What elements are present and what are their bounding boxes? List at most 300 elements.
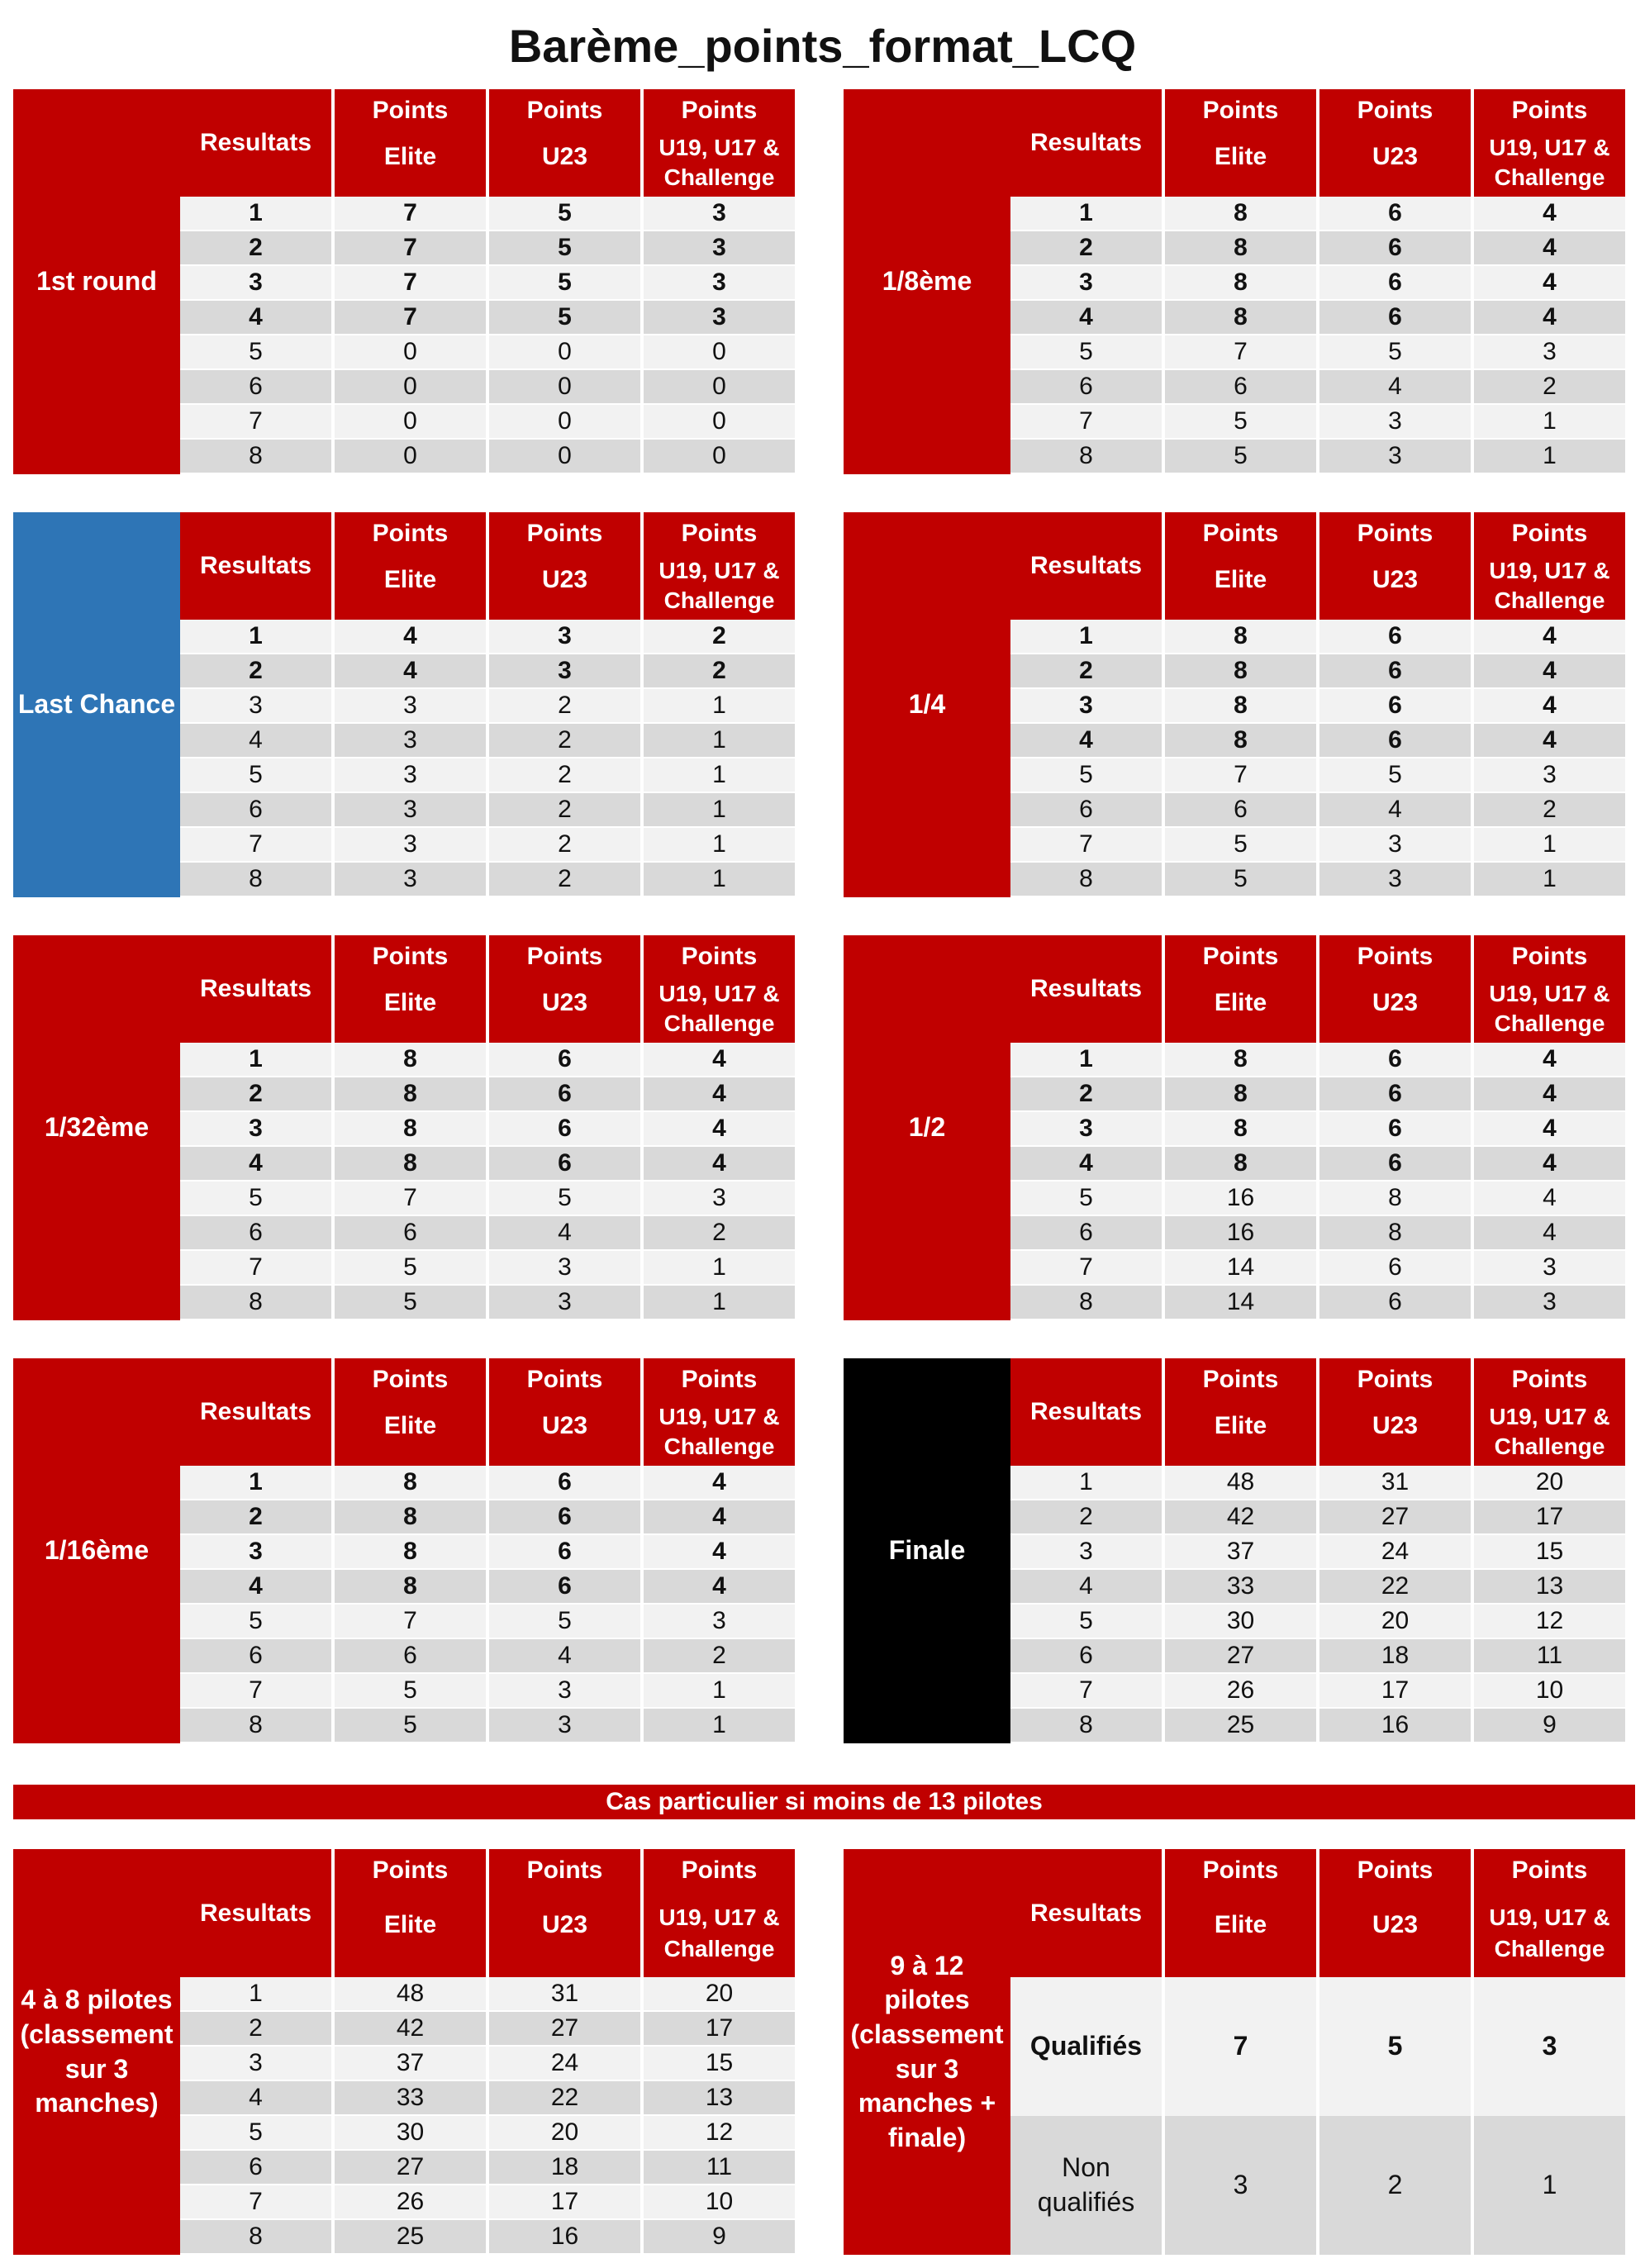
header-category-label: Challenge <box>1494 1434 1605 1459</box>
points-cell: 1 <box>644 1674 795 1707</box>
header-points-elite <box>335 512 486 620</box>
points-cell: 8 <box>1319 1216 1471 1249</box>
points-cell: 3 <box>335 828 486 861</box>
header-category-label: U19, U17 & <box>658 558 780 583</box>
result-cell: 2 <box>180 1500 331 1533</box>
header-points-label: Points <box>681 97 758 124</box>
header-points-u19 <box>644 935 795 1043</box>
points-cell: 6 <box>489 1500 640 1533</box>
points-cell: 3 <box>644 1605 795 1638</box>
header-category-label: Challenge <box>663 164 775 190</box>
header-category-label: U23 <box>1372 1412 1419 1439</box>
points-cell: 4 <box>1319 370 1471 403</box>
points-cell: 8 <box>1165 689 1316 722</box>
header-category-label: Challenge <box>1494 164 1605 190</box>
points-cell: 16 <box>1165 1182 1316 1215</box>
header-category-label: U19, U17 & <box>1489 558 1610 583</box>
points-cell: 5 <box>335 1286 486 1319</box>
points-cell: 48 <box>335 1977 486 2010</box>
points-cell: 2 <box>489 793 640 826</box>
points-cell: 8 <box>335 1112 486 1145</box>
header-resultats: Resultats <box>1010 1849 1162 1977</box>
points-cell: 6 <box>1319 301 1471 334</box>
points-cell: 33 <box>335 2081 486 2114</box>
header-category-label: Elite <box>383 1412 437 1439</box>
header-category-label: U19, U17 & <box>1489 981 1610 1006</box>
points-cell: 6 <box>1319 1077 1471 1110</box>
result-cell: 4 <box>1010 724 1162 757</box>
special-label-4-8: 4 à 8 pilotes (classement sur 3 manches) <box>13 1849 180 2255</box>
header-points-u19 <box>1474 935 1625 1043</box>
points-cell: 6 <box>1319 1251 1471 1284</box>
points-cell: 16 <box>1165 1216 1316 1249</box>
points-cell: 7 <box>335 301 486 334</box>
points-cell: 4 <box>1474 620 1625 653</box>
points-cell: 6 <box>1319 654 1471 687</box>
points-cell: 6 <box>1165 793 1316 826</box>
round-label: 1st round <box>13 89 180 474</box>
points-cell: 25 <box>335 2220 486 2253</box>
points-cell: 2 <box>489 863 640 896</box>
points-cell: 24 <box>1319 1535 1471 1568</box>
points-cell: 0 <box>644 405 795 438</box>
points-cell: 3 <box>335 724 486 757</box>
points-cell: 30 <box>335 2116 486 2149</box>
result-cell: 2 <box>1010 1077 1162 1110</box>
points-cell: 8 <box>1165 724 1316 757</box>
points-cell: 0 <box>644 440 795 473</box>
points-cell: 6 <box>489 1112 640 1145</box>
points-cell: 0 <box>335 405 486 438</box>
points-cell: 6 <box>1165 370 1316 403</box>
points-cell: 4 <box>1474 231 1625 264</box>
points-cell: 6 <box>1319 266 1471 299</box>
points-cell: 2 <box>1319 2116 1471 2255</box>
result-cell: 5 <box>180 1605 331 1638</box>
header-points-label: Points <box>1357 1366 1433 1393</box>
result-cell: 7 <box>180 2185 331 2218</box>
header-category-label: Elite <box>1214 989 1267 1016</box>
header-points-u23 <box>1319 935 1471 1043</box>
points-cell: 8 <box>1165 654 1316 687</box>
score-table <box>13 512 798 897</box>
result-cell: 3 <box>1010 1112 1162 1145</box>
header-category-label: Challenge <box>1494 1010 1605 1036</box>
result-cell: 2 <box>1010 1500 1162 1533</box>
points-cell: 20 <box>644 1977 795 2010</box>
header-points-label: Points <box>1511 1857 1588 1884</box>
header-points-label: Points <box>681 943 758 970</box>
header-category-label: Elite <box>1214 1911 1267 1938</box>
points-cell: 4 <box>1474 1216 1625 1249</box>
points-cell: 3 <box>335 793 486 826</box>
result-cell: 5 <box>180 1182 331 1215</box>
points-cell: 7 <box>335 231 486 264</box>
result-cell: 1 <box>1010 1466 1162 1499</box>
result-cell: 3 <box>180 266 331 299</box>
header-points-elite <box>1165 935 1316 1043</box>
points-cell: 8 <box>1165 1147 1316 1180</box>
result-cell: 1 <box>180 1466 331 1499</box>
result-cell: 2 <box>180 1077 331 1110</box>
points-cell: 20 <box>489 2116 640 2149</box>
points-cell: 1 <box>644 1251 795 1284</box>
points-cell: 0 <box>644 335 795 368</box>
result-cell: 5 <box>1010 1605 1162 1638</box>
points-cell: 8 <box>1165 301 1316 334</box>
points-cell: 26 <box>335 2185 486 2218</box>
points-cell: 6 <box>489 1043 640 1076</box>
points-cell: 11 <box>644 2151 795 2184</box>
header-points-u19 <box>644 512 795 620</box>
header-points-elite <box>1165 1849 1316 1977</box>
result-cell: 6 <box>1010 793 1162 826</box>
result-cell: 4 <box>180 1570 331 1603</box>
points-cell: 5 <box>1319 1977 1471 2116</box>
header-points-label: Points <box>372 520 449 547</box>
result-cell: 7 <box>1010 405 1162 438</box>
points-cell: 3 <box>335 758 486 792</box>
points-cell: 4 <box>1474 266 1625 299</box>
result-cell: 8 <box>180 863 331 896</box>
points-cell: 48 <box>1165 1466 1316 1499</box>
result-cell: 7 <box>180 405 331 438</box>
points-cell: 8 <box>1165 266 1316 299</box>
points-cell: 3 <box>1474 1286 1625 1319</box>
header-category-label: U19, U17 & <box>1489 1904 1610 1930</box>
points-cell: 1 <box>644 863 795 896</box>
points-cell: 1 <box>1474 440 1625 473</box>
points-cell: 8 <box>335 1147 486 1180</box>
points-cell: 14 <box>1165 1286 1316 1319</box>
header-category-label: U19, U17 & <box>658 1404 780 1429</box>
points-cell: 7 <box>1165 1977 1316 2116</box>
points-cell: 1 <box>644 724 795 757</box>
result-cell: 7 <box>1010 828 1162 861</box>
points-cell: 5 <box>489 266 640 299</box>
points-cell: 8 <box>1165 1043 1316 1076</box>
points-cell: 10 <box>1474 1674 1625 1707</box>
header-category-label: Elite <box>1214 1412 1267 1439</box>
points-cell: 9 <box>1474 1709 1625 1742</box>
score-table <box>844 512 1628 897</box>
points-cell: 42 <box>1165 1500 1316 1533</box>
result-cell: 5 <box>1010 758 1162 792</box>
points-cell: 8 <box>1165 1112 1316 1145</box>
points-cell: 8 <box>335 1570 486 1603</box>
points-cell: 4 <box>644 1570 795 1603</box>
points-cell: 5 <box>1319 335 1471 368</box>
points-cell: 3 <box>489 1286 640 1319</box>
points-cell: 7 <box>335 266 486 299</box>
points-cell: 31 <box>1319 1466 1471 1499</box>
points-cell: 2 <box>1474 793 1625 826</box>
result-cell: 1 <box>1010 197 1162 230</box>
header-points-u23 <box>489 1849 640 1977</box>
points-cell: 4 <box>644 1466 795 1499</box>
header-points-label: Points <box>1357 520 1433 547</box>
points-cell: 6 <box>1319 1043 1471 1076</box>
points-cell: 4 <box>644 1535 795 1568</box>
round-label: 1/8ème <box>844 89 1010 474</box>
header-points-label: Points <box>1511 520 1588 547</box>
header-points-u19 <box>644 89 795 197</box>
points-cell: 0 <box>489 405 640 438</box>
points-cell: 3 <box>489 654 640 687</box>
result-cell: 3 <box>180 2047 331 2080</box>
result-cell: 5 <box>180 2116 331 2149</box>
points-cell: 24 <box>489 2047 640 2080</box>
points-cell: 13 <box>1474 1570 1625 1603</box>
points-cell: 17 <box>489 2185 640 2218</box>
header-resultats: Resultats <box>180 1358 331 1466</box>
points-cell: 4 <box>644 1500 795 1533</box>
result-cell: 2 <box>180 2012 331 2045</box>
header-points-elite <box>335 1358 486 1466</box>
result-cell: 8 <box>180 440 331 473</box>
header-resultats: Resultats <box>180 1849 331 1977</box>
points-cell: 4 <box>644 1077 795 1110</box>
points-cell: 42 <box>335 2012 486 2045</box>
points-cell: 7 <box>1165 758 1316 792</box>
header-category-label: Challenge <box>663 1010 775 1036</box>
header-points-u19 <box>644 1358 795 1466</box>
points-cell: 10 <box>644 2185 795 2218</box>
points-cell: 1 <box>644 1709 795 1742</box>
result-cell: 6 <box>180 793 331 826</box>
header-resultats: Resultats <box>180 89 331 197</box>
result-cell: Qualifiés <box>1010 1977 1162 2116</box>
points-cell: 8 <box>335 1535 486 1568</box>
points-cell: 0 <box>335 335 486 368</box>
round-label: 1/2 <box>844 935 1010 1320</box>
points-cell: 37 <box>335 2047 486 2080</box>
result-cell: 7 <box>1010 1674 1162 1707</box>
header-points-elite <box>335 1849 486 1977</box>
header-category-label: Elite <box>1214 143 1267 170</box>
header-category-label: Elite <box>383 566 437 593</box>
header-points-label: Points <box>681 1857 758 1884</box>
points-cell: 8 <box>335 1466 486 1499</box>
score-table <box>13 935 798 1320</box>
points-cell: 11 <box>1474 1639 1625 1672</box>
points-cell: 5 <box>489 197 640 230</box>
points-cell: 7 <box>335 1605 486 1638</box>
points-cell: 4 <box>1474 1147 1625 1180</box>
result-cell: 6 <box>180 1216 331 1249</box>
points-cell: 8 <box>1165 231 1316 264</box>
points-cell: 6 <box>1319 1147 1471 1180</box>
header-resultats: Resultats <box>1010 89 1162 197</box>
points-cell: 8 <box>1165 1077 1316 1110</box>
points-cell: 6 <box>489 1466 640 1499</box>
result-cell: 2 <box>1010 231 1162 264</box>
points-cell: 0 <box>644 370 795 403</box>
points-cell: 17 <box>1474 1500 1625 1533</box>
result-cell: 4 <box>180 301 331 334</box>
result-cell: 4 <box>1010 1147 1162 1180</box>
points-cell: 27 <box>335 2151 486 2184</box>
header-points-u23 <box>1319 512 1471 620</box>
result-cell: Non qualifiés <box>1010 2116 1162 2255</box>
header-category-label: U19, U17 & <box>1489 135 1610 160</box>
header-points-u19 <box>1474 1358 1625 1466</box>
header-category-label: Challenge <box>1494 1936 1605 1961</box>
header-points-elite <box>1165 89 1316 197</box>
result-cell: 6 <box>180 370 331 403</box>
points-cell: 3 <box>1319 405 1471 438</box>
header-category-label: Elite <box>383 1911 437 1938</box>
result-cell: 7 <box>180 1251 331 1284</box>
result-cell: 3 <box>180 689 331 722</box>
points-cell: 17 <box>1319 1674 1471 1707</box>
header-points-label: Points <box>681 520 758 547</box>
points-cell: 6 <box>489 1147 640 1180</box>
points-cell: 7 <box>335 197 486 230</box>
points-cell: 2 <box>1474 370 1625 403</box>
points-cell: 17 <box>644 2012 795 2045</box>
header-points-label: Points <box>1357 943 1433 970</box>
round-label: Finale <box>844 1358 1010 1743</box>
header-points-label: Points <box>1202 943 1279 970</box>
header-category-label: U19, U17 & <box>658 981 780 1006</box>
result-cell: 6 <box>1010 370 1162 403</box>
result-cell: 3 <box>1010 1535 1162 1568</box>
result-cell: 5 <box>1010 1182 1162 1215</box>
points-cell: 8 <box>1165 620 1316 653</box>
points-cell: 27 <box>1165 1639 1316 1672</box>
header-points-label: Points <box>1202 520 1279 547</box>
header-points-u19 <box>1474 512 1625 620</box>
header-points-label: Points <box>1511 1366 1588 1393</box>
score-table <box>13 1358 798 1743</box>
points-cell: 5 <box>489 231 640 264</box>
result-cell: 8 <box>1010 863 1162 896</box>
header-points-label: Points <box>1511 97 1588 124</box>
header-points-u23 <box>489 512 640 620</box>
points-cell: 3 <box>489 620 640 653</box>
points-cell: 5 <box>1165 863 1316 896</box>
header-points-label: Points <box>1511 943 1588 970</box>
points-cell: 6 <box>1319 231 1471 264</box>
result-cell: 8 <box>180 1286 331 1319</box>
points-cell: 15 <box>644 2047 795 2080</box>
header-resultats: Resultats <box>1010 512 1162 620</box>
points-cell: 3 <box>1474 758 1625 792</box>
points-cell: 4 <box>335 620 486 653</box>
result-cell: 2 <box>180 231 331 264</box>
points-cell: 6 <box>1319 1286 1471 1319</box>
header-points-label: Points <box>372 1366 449 1393</box>
score-table <box>13 89 798 474</box>
header-points-u23 <box>1319 1849 1471 1977</box>
header-category-label: U23 <box>1372 566 1419 593</box>
points-cell: 12 <box>1474 1605 1625 1638</box>
points-cell: 18 <box>1319 1639 1471 1672</box>
round-label: Last Chance <box>13 512 180 897</box>
points-cell: 4 <box>1474 1112 1625 1145</box>
points-cell: 3 <box>1319 863 1471 896</box>
header-category-label: Elite <box>383 989 437 1016</box>
points-cell: 1 <box>644 828 795 861</box>
points-cell: 8 <box>1319 1182 1471 1215</box>
header-category-label: U19, U17 & <box>1489 1404 1610 1429</box>
points-cell: 2 <box>489 828 640 861</box>
points-cell: 4 <box>644 1147 795 1180</box>
header-category-label: U19, U17 & <box>658 135 780 160</box>
points-cell: 0 <box>335 440 486 473</box>
points-cell: 3 <box>1165 2116 1316 2255</box>
header-category-label: U23 <box>1372 989 1419 1016</box>
points-cell: 4 <box>1474 689 1625 722</box>
header-category-label: U19, U17 & <box>658 1904 780 1930</box>
points-cell: 4 <box>1474 197 1625 230</box>
points-cell: 6 <box>1319 197 1471 230</box>
points-cell: 5 <box>489 1605 640 1638</box>
points-cell: 4 <box>1319 793 1471 826</box>
header-resultats: Resultats <box>180 512 331 620</box>
points-cell: 1 <box>644 1286 795 1319</box>
result-cell: 4 <box>1010 301 1162 334</box>
points-cell: 3 <box>644 197 795 230</box>
points-cell: 6 <box>335 1216 486 1249</box>
result-cell: 1 <box>180 1977 331 2010</box>
points-cell: 3 <box>489 1674 640 1707</box>
points-cell: 4 <box>1474 1077 1625 1110</box>
points-cell: 1 <box>1474 405 1625 438</box>
header-points-label: Points <box>681 1366 758 1393</box>
points-cell: 2 <box>644 654 795 687</box>
points-cell: 5 <box>335 1674 486 1707</box>
header-points-label: Points <box>1357 1857 1433 1884</box>
round-label: 1/16ème <box>13 1358 180 1743</box>
result-cell: 7 <box>180 828 331 861</box>
points-cell: 4 <box>489 1639 640 1672</box>
result-cell: 7 <box>1010 1251 1162 1284</box>
points-cell: 2 <box>644 1639 795 1672</box>
header-category-label: U23 <box>1372 143 1419 170</box>
points-cell: 6 <box>1319 689 1471 722</box>
result-cell: 8 <box>1010 440 1162 473</box>
score-table <box>844 935 1628 1320</box>
result-cell: 3 <box>1010 689 1162 722</box>
score-table <box>844 1358 1628 1743</box>
points-cell: 5 <box>1319 758 1471 792</box>
points-cell: 6 <box>489 1077 640 1110</box>
header-points-label: Points <box>1357 97 1433 124</box>
result-cell: 8 <box>180 1709 331 1742</box>
result-cell: 5 <box>180 335 331 368</box>
header-resultats: Resultats <box>1010 935 1162 1043</box>
result-cell: 3 <box>180 1112 331 1145</box>
header-category-label: U23 <box>541 566 588 593</box>
result-cell: 1 <box>1010 1043 1162 1076</box>
points-cell: 3 <box>644 266 795 299</box>
result-cell: 6 <box>1010 1216 1162 1249</box>
header-category-label: U23 <box>1372 1911 1419 1938</box>
header-points-label: Points <box>526 97 603 124</box>
points-cell: 3 <box>489 1251 640 1284</box>
result-cell: 8 <box>1010 1709 1162 1742</box>
result-cell: 4 <box>180 724 331 757</box>
points-cell: 7 <box>1165 335 1316 368</box>
points-cell: 1 <box>644 689 795 722</box>
result-cell: 2 <box>1010 654 1162 687</box>
points-cell: 4 <box>1474 301 1625 334</box>
page-title: Barème_points_format_LCQ <box>508 20 1137 72</box>
result-cell: 5 <box>180 758 331 792</box>
points-cell: 33 <box>1165 1570 1316 1603</box>
